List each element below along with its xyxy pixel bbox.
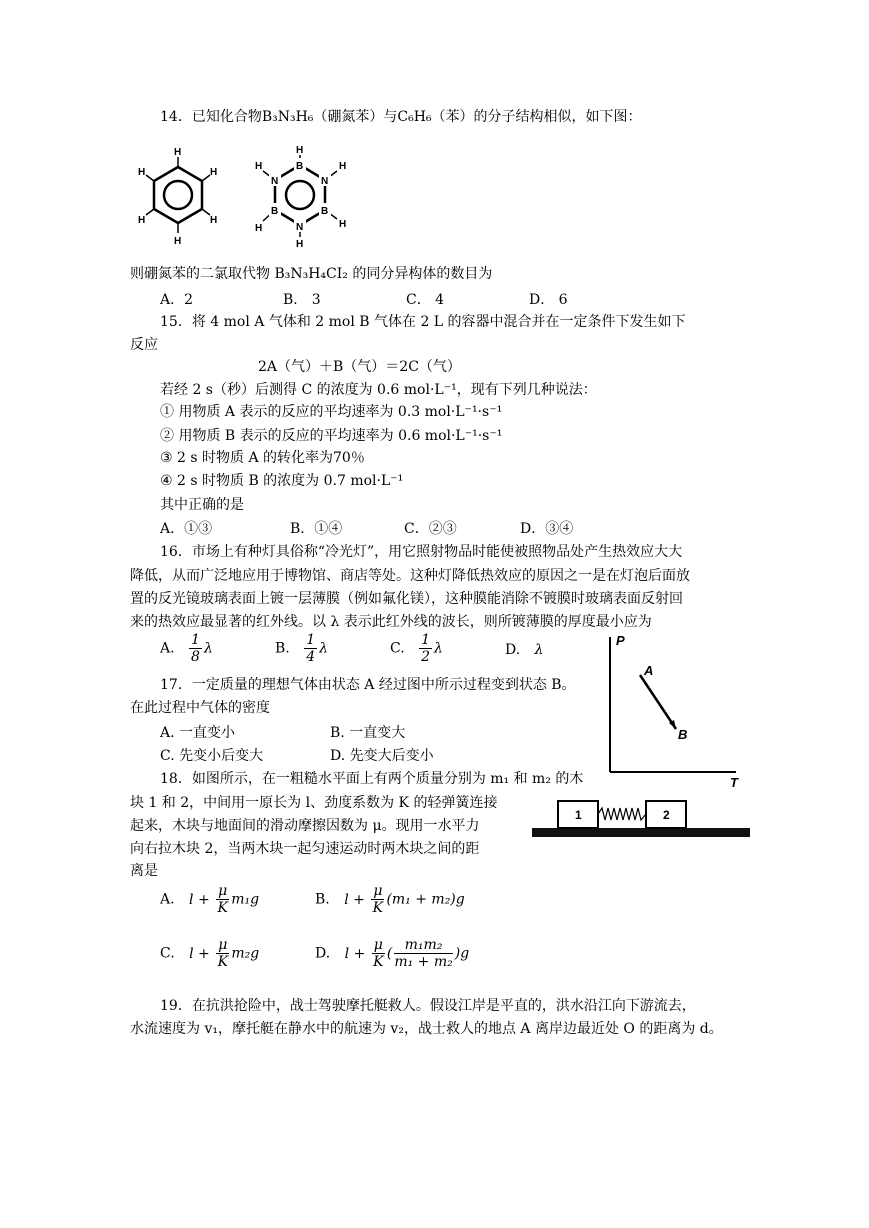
atom-h: H	[138, 215, 146, 226]
q15-option-b: B．①④	[290, 521, 343, 537]
q19-line-2: 水流速度为 v₁，摩托艇在静水中的航速为 v₂，战士救人的地点 A 离岸边最近处 O 的距离为 d。	[130, 1021, 723, 1037]
q15-statement-4: ④ 2 s 时物质 B 的浓度为 0.7 mol·L⁻¹	[160, 473, 404, 489]
atom-b: B	[271, 206, 279, 217]
atom-h: H	[255, 223, 263, 234]
q14-option-a: A．2	[160, 292, 194, 308]
graph-point-b: B	[678, 727, 688, 742]
q16-option-c: C. $\frac{1}{2}$ λ	[390, 632, 443, 665]
q18-line-2: 块 1 和 2，中间用一原长为 l、劲度系数为 K 的轻弹簧连接	[130, 795, 498, 811]
atom-b: B	[321, 206, 329, 217]
q18-line-3: 起来，木块与地面间的滑动摩擦因数为 μ。现用一水平力	[130, 818, 480, 834]
q16-line-4: 来的热效应最显著的红外线。以 λ 表示此红外线的波长，则所镀薄膜的厚度最小应为	[130, 614, 652, 630]
q15-statement-1: ① 用物质 A 表示的反应的平均速率为 0.3 mol·L⁻¹·s⁻¹	[160, 404, 503, 420]
q16-option-d: D. λ	[505, 642, 544, 658]
q18-option-b: B. l + $\frac{\mu}{K}$ (m₁ + m₂)g	[315, 883, 465, 916]
q18-line-1: 18．如图所示，在一粗糙水平面上有两个质量分别为 m₁ 和 m₂ 的木	[160, 771, 584, 787]
q16-line-2: 降低，从而广泛地应用于博物馆、商店等处。这种灯降低热效应的原因之一是在灯泡后面放	[130, 568, 690, 584]
q15-condition: 若经 2 s（秒）后测得 C 的浓度为 0.6 mol·L⁻¹，现有下列几种说法：	[160, 382, 597, 398]
q15-option-a: A．①③	[160, 521, 213, 537]
q15-statement-2: ② 用物质 B 表示的反应的平均速率为 0.6 mol·L⁻¹·s⁻¹	[160, 428, 503, 444]
atom-h: H	[296, 239, 304, 250]
q15-option-c: C．②③	[404, 521, 457, 537]
q17-option-a: A. 一直变小	[160, 725, 236, 741]
atom-h: H	[255, 161, 263, 172]
q16-option-a: A. $\frac{1}{8}$ λ	[160, 632, 213, 665]
q16-line-3: 置的反光镜玻璃表面上镀一层薄膜（例如氟化镁），这种膜能消除不镀膜时玻璃表面反射回	[130, 591, 683, 607]
spring-blocks-diagram	[532, 795, 752, 845]
q15-stem-2: 反应	[130, 337, 158, 353]
graph-point-a: A	[644, 663, 654, 678]
atom-h: H	[210, 167, 218, 178]
borazine-structure	[245, 145, 355, 255]
atom-b: B	[296, 161, 304, 172]
q14-option-c: C． 4	[406, 292, 445, 308]
atom-h: H	[210, 215, 218, 226]
graph-axis-t: T	[730, 775, 738, 790]
atom-h: H	[174, 236, 182, 247]
q19-line-1: 19．在抗洪抢险中，战士驾驶摩托艇救人。假设江岸是平直的，洪水沿江向下游流去，	[160, 998, 696, 1014]
q17-line-2: 在此过程中气体的密度	[130, 700, 270, 716]
atom-h: H	[339, 219, 347, 230]
q18-line-5: 离是	[130, 863, 158, 879]
atom-h: H	[138, 167, 146, 178]
graph-axis-p: P	[616, 633, 625, 648]
q15-stem-1: 15．将 4 mol A 气体和 2 mol B 气体在 2 L 的容器中混合并在一定条件下发生如下	[160, 314, 686, 330]
q18-option-d: D. l + $\frac{\mu}{K}$ ( $\frac{\text{m₁m₂}}{\text{m₁ + m₂}}$ )g	[315, 937, 470, 970]
q14-option-b: B． 3	[283, 292, 321, 308]
p-t-graph	[598, 627, 748, 792]
atom-h: H	[296, 145, 304, 156]
q15-ask: 其中正确的是	[160, 497, 244, 513]
block-2-label: 2	[663, 808, 670, 822]
atom-n: N	[271, 176, 279, 187]
q15-statement-3: ③ 2 s 时物质 A 的转化率为70％	[160, 450, 365, 466]
q17-line-1: 17．一定质量的理想气体由状态 A 经过图中所示过程变到状态 B。	[160, 677, 576, 693]
q14-question: 则硼氮苯的二氯取代物 B₃N₃H₄CI₂ 的同分异构体的数目为	[130, 266, 493, 282]
q18-option-a: A. l + $\frac{\mu}{K}$ m₁g	[160, 883, 260, 916]
q15-equation: 2A（气）＋B（气）＝2C（气）	[258, 359, 461, 375]
benzene-structure	[130, 145, 230, 250]
q16-option-b: B. $\frac{1}{4}$ λ	[275, 632, 328, 665]
atom-h: H	[174, 147, 182, 158]
q15-option-d: D．③④	[520, 521, 574, 537]
q17-option-d: D. 先变大后变小	[330, 748, 434, 764]
q17-option-c: C. 先变小后变大	[160, 748, 264, 764]
block-1-label: 1	[575, 808, 582, 822]
q18-option-c: C. l + $\frac{\mu}{K}$ m₂g	[160, 937, 260, 970]
q18-line-4: 向右拉木块 2，当两木块一起匀速运动时两木块之间的距	[130, 841, 480, 857]
q16-line-1: 16．市场上有种灯具俗称“冷光灯”，用它照射物品时能使被照物品处产生热效应大大	[160, 544, 683, 560]
q17-option-b: B. 一直变大	[330, 725, 406, 741]
atom-n: N	[321, 176, 329, 187]
atom-h: H	[339, 161, 347, 172]
atom-n: N	[296, 222, 304, 233]
q14-stem: 14．已知化合物B₃N₃H₆（硼氮苯）与C₆H₆（苯）的分子结构相似，如下图：	[160, 109, 642, 125]
q14-option-d: D． 6	[529, 292, 568, 308]
